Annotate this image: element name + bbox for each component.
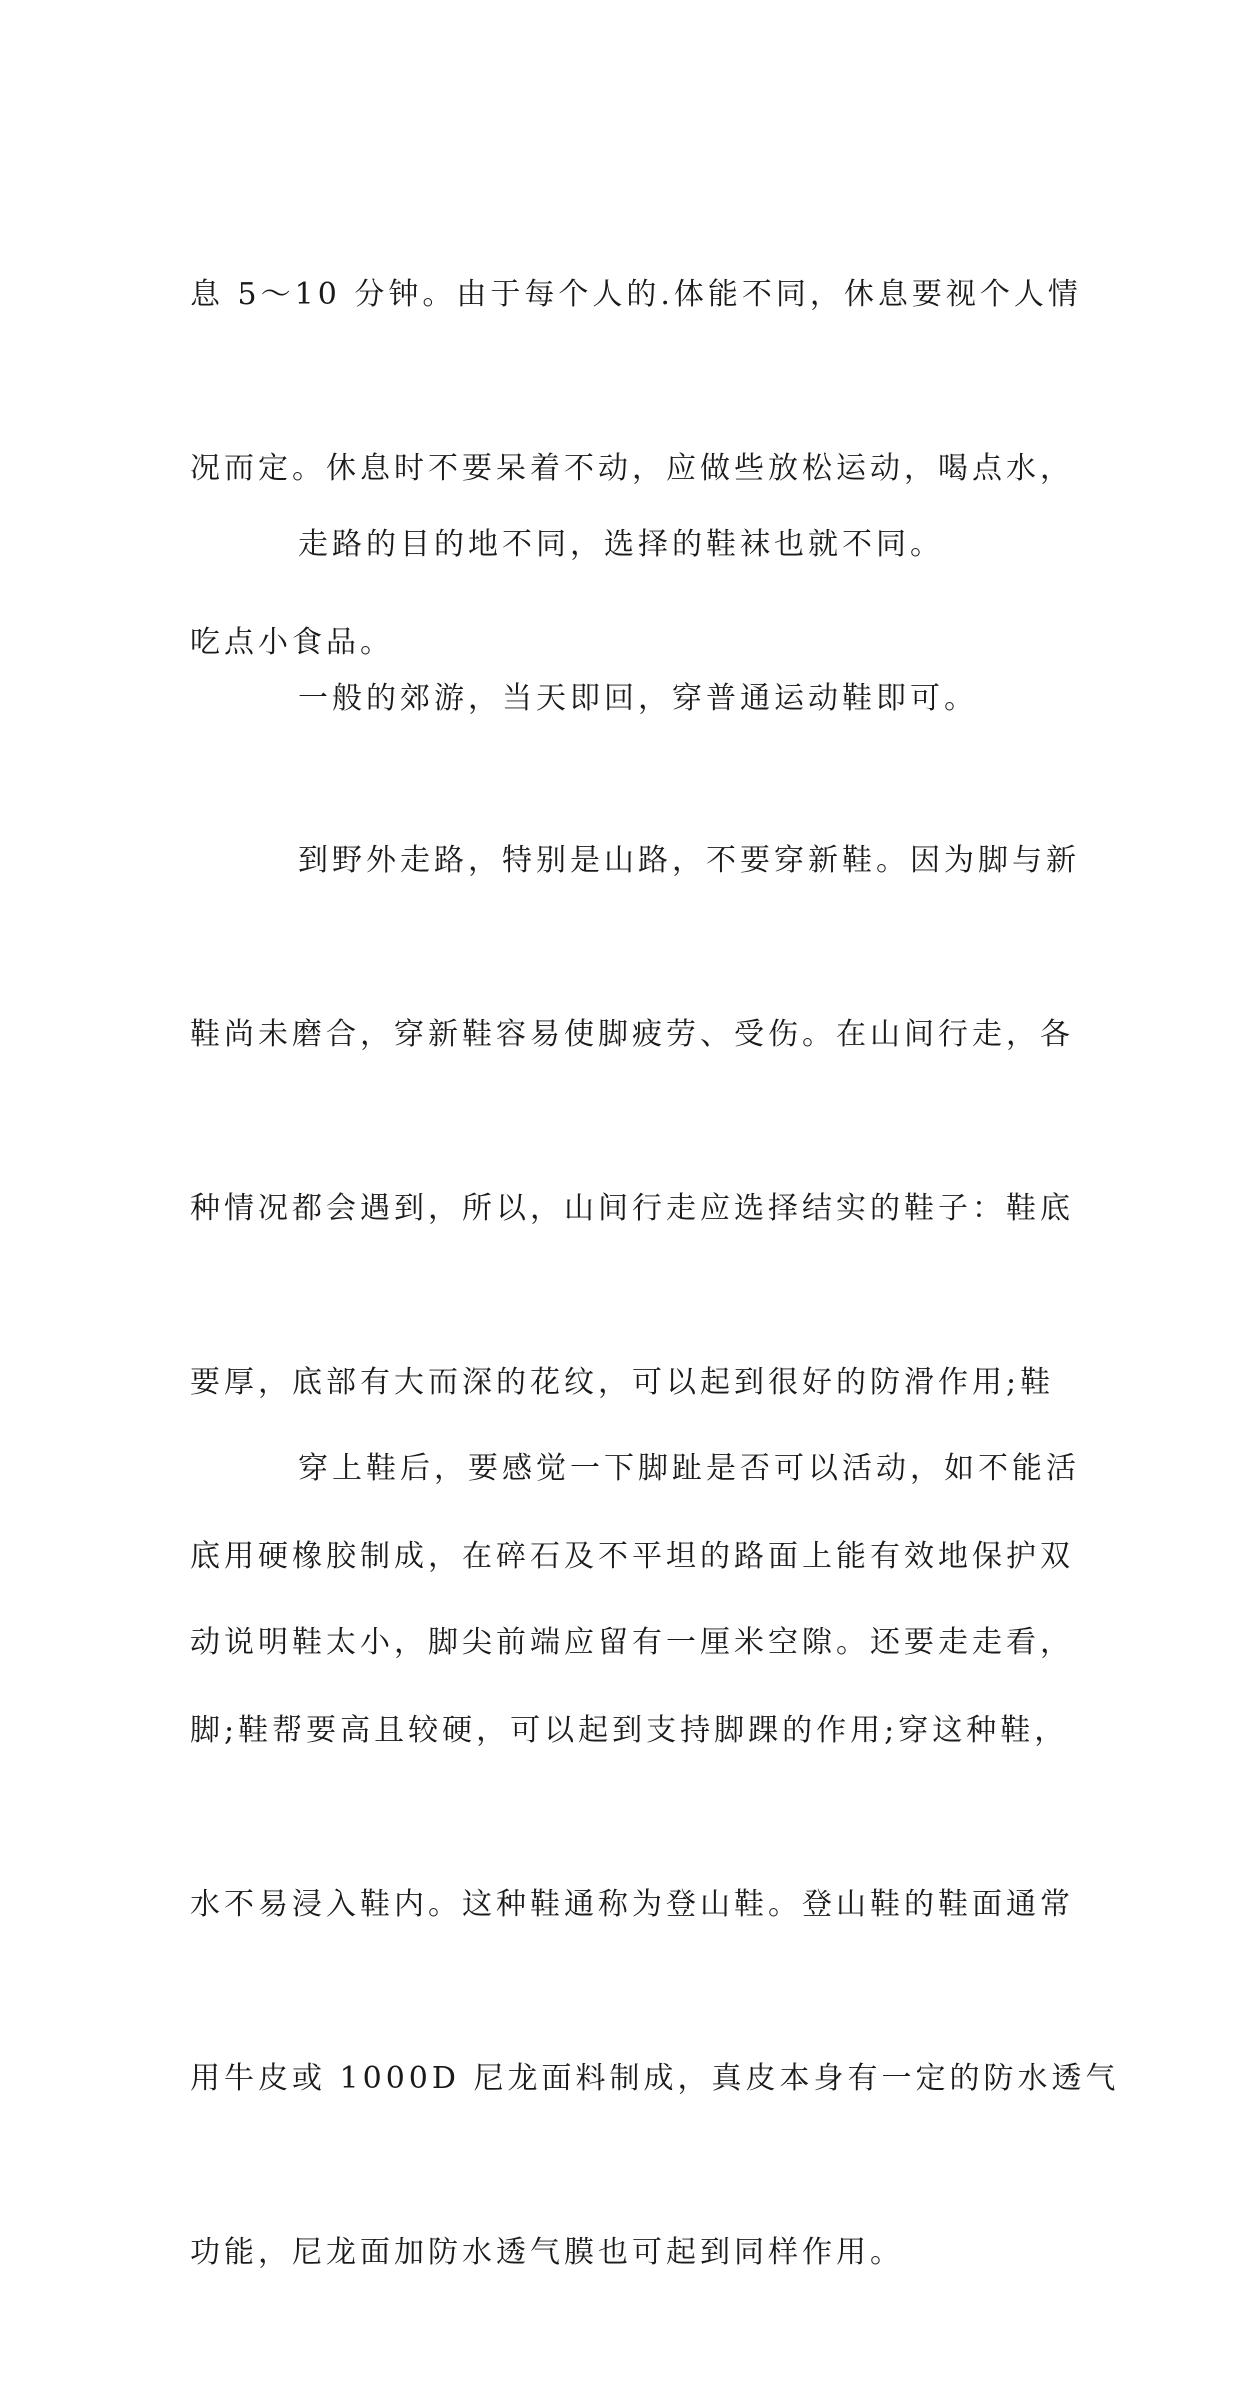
text-line: 息 5～10 分钟。由于每个人的.体能不同，休息要视个人情 bbox=[190, 277, 1082, 312]
text-line: 穿上鞋后，要感觉一下脚趾是否可以活动，如不能活 bbox=[298, 1451, 1080, 1486]
text-line: 一般的郊游，当天即回，穿普通运动鞋即可。 bbox=[298, 681, 978, 716]
text-line: 底用硬橡胶制成，在碎石及不平坦的路面上能有效地保护双 bbox=[190, 1539, 1074, 1574]
text-line: 种情况都会遇到，所以，山间行走应选择结实的鞋子：鞋底 bbox=[190, 1191, 1074, 1226]
text-line: 功能，尼龙面加防水透气膜也可起到同样作用。 bbox=[190, 2235, 904, 2270]
text-line: 用牛皮或 1000D 尼龙面料制成，真皮本身有一定的防水透气 bbox=[190, 2061, 1120, 2096]
text-line: 吃点小食品。 bbox=[190, 625, 394, 660]
text-line: 脚;鞋帮要高且较硬，可以起到支持脚踝的作用;穿这种鞋， bbox=[190, 1713, 1069, 1748]
text-line: 走路的目的地不同，选择的鞋袜也就不同。 bbox=[298, 527, 944, 562]
text-line: 水不易浸入鞋内。这种鞋通称为登山鞋。登山鞋的鞋面通常 bbox=[190, 1887, 1074, 1922]
text-line: 鞋尚未磨合，穿新鞋容易使脚疲劳、受伤。在山间行走，各 bbox=[190, 1017, 1074, 1052]
paragraph-shoe-fit bbox=[190, 1324, 1080, 1788]
text-line: 况而定。休息时不要呆着不动，应做些放松运动，喝点水， bbox=[190, 451, 1074, 486]
text-line: 到野外走路，特别是山路，不要穿新鞋。因为脚与新 bbox=[298, 843, 1080, 878]
text-line: 要厚，底部有大而深的花纹，可以起到很好的防滑作用;鞋 bbox=[190, 1365, 1055, 1400]
text-line: 动说明鞋太小，脚尖前端应留有一厘米空隙。还要走走看， bbox=[190, 1625, 1074, 1660]
